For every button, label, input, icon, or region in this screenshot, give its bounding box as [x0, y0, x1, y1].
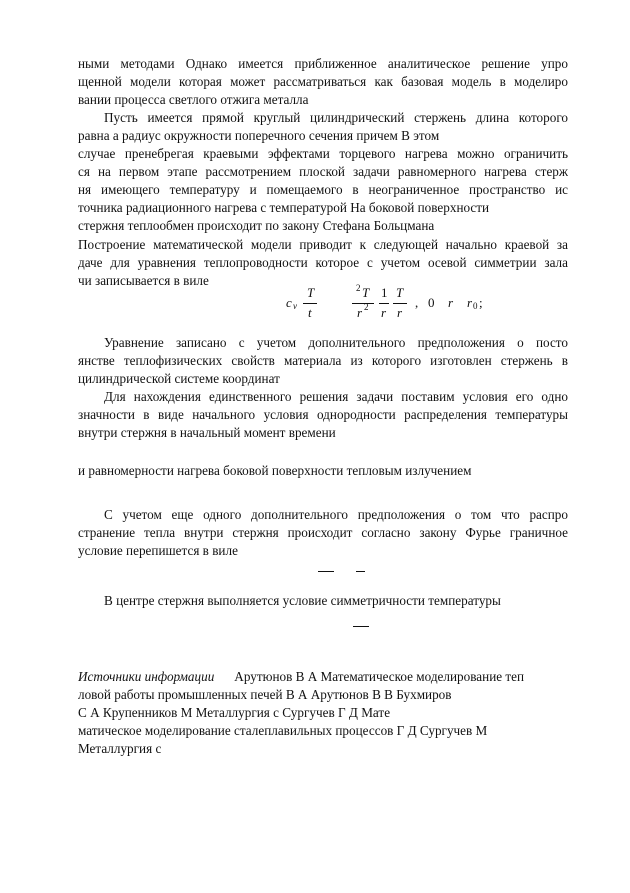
formula-r-b: r — [397, 305, 403, 320]
formula-cv-subscript: v — [293, 301, 297, 311]
formula-r0: r — [467, 295, 473, 310]
paragraph-7-line-3: условие перепишется в виле — [78, 543, 238, 558]
formula-T-numerator-2: T — [362, 285, 370, 300]
heat-equation-formula — [280, 285, 520, 325]
formula-fraction-bar-4 — [393, 303, 407, 304]
paragraph-3-line-3: чи записывается в виле — [78, 273, 209, 288]
paragraph-1-line-1: ными методами Однако имеется приближенное аналитическое решение упро — [78, 56, 568, 71]
paragraph-6: и равномерности нагрева боковой поверхности тепловым излучением — [78, 463, 472, 478]
sources-line-1-text: Арутюнов В А Математическое моделирование теп — [234, 669, 525, 684]
formula-cv: c — [286, 295, 292, 310]
formula-zero: 0 — [428, 295, 435, 310]
paragraph-5-line-2: значности в виде начального условия однородности распределения температуры — [78, 407, 568, 422]
paragraph-2-line-7: стержня теплообмен происходит по закону Стефана Больцмана — [78, 218, 435, 233]
formula-r-exponent: 2 — [364, 302, 369, 312]
paragraph-4-line-1: Уравнение записано с учетом дополнительного предположения о посто — [104, 335, 568, 350]
boundary-condition-fraction-bar — [318, 571, 334, 572]
sources-line-1 — [78, 668, 568, 686]
paragraph-4-line-3: цилиндрической системе координат — [78, 371, 280, 386]
formula-r0-subscript: 0 — [473, 301, 478, 311]
paragraph-8: В центре стержня выполняется условие симметричности температуры — [104, 593, 501, 608]
paragraph-3-line-2: даче для уравнения теплопроводности которое с учетом осевой симметрии зала — [78, 255, 568, 270]
boundary-condition-minus — [356, 571, 365, 572]
formula-semicolon: ; — [479, 295, 483, 310]
sources-line-2: ловой работы промышленных печей В А Арутюнов В В Бухмиров — [78, 687, 452, 702]
paragraph-1-line-2: щенной модели которая может рассматриваться как базовая модель в моделиро — [78, 74, 568, 89]
formula-fraction-bar-2 — [352, 303, 374, 304]
paragraph-2-line-4: ся на первом этапе рассмотрением плоской задачи равномерного нагрева стерж — [78, 164, 568, 179]
formula-fraction-bar-1 — [303, 303, 317, 304]
paragraph-2-line-2: равна а радиус окружности поперечного сечения причем В этом — [78, 128, 440, 143]
paragraph-2-line-6: точника радиационного нагрева с температурой На боковой поверхности — [78, 200, 490, 215]
paragraph-5-line-1: Для нахождения единственного решения задачи поставим условия его одно — [104, 389, 568, 404]
formula-one: 1 — [381, 285, 388, 300]
paragraph-4-line-2: янстве теплофизических свойств материала из которого изготовлен стержень в — [78, 353, 568, 368]
paragraph-2-line-1: Пусть имеется прямой круглый цилиндрический стержень длина которого — [104, 110, 568, 125]
paragraph-1-line-3: вании процесса светлого отжига металла — [78, 92, 309, 107]
formula-r-denominator: r — [357, 305, 363, 320]
paragraph-7-line-1: С учетом еще одного дополнительного предположения о том что распро — [104, 507, 568, 522]
sources-label: Источники информации — [78, 669, 215, 684]
formula-comma: , — [415, 295, 419, 310]
paragraph-2-line-5: ня имеющего температуру и помещаемого в неограниченное пространство ис — [78, 182, 568, 197]
formula-t-denominator: t — [308, 305, 312, 320]
sources-line-5: Металлургия с — [78, 741, 162, 756]
formula-T-numerator-3: T — [396, 285, 404, 300]
symmetry-condition-fraction-bar — [353, 626, 369, 627]
paragraph-7-line-2: странение тепла внутри стержня происходит согласно закону Фурье граничное — [78, 525, 568, 540]
paragraph-5-line-3: внутри стержня в начальный момент времени — [78, 425, 336, 440]
formula-T-numerator: T — [307, 285, 315, 300]
sources-line-4: матическое моделирование сталеплавильных процессов Г Д Сургучев М — [78, 723, 488, 738]
paragraph-2-line-3: случае пренебрегая краевыми эффектами торцевого нагрева можно ограничить — [78, 146, 568, 161]
formula-r-a: r — [381, 305, 387, 320]
sources-line-3: С А Крупенников М Металлургия с Сургучев Г Д Мате — [78, 705, 391, 720]
paragraph-3-line-1: Построение математической модели приводит к следующей начально краевой за — [78, 237, 568, 252]
formula-fraction-bar-3 — [379, 303, 389, 304]
formula-r-mid: r — [448, 295, 454, 310]
formula-exp-2: 2 — [356, 283, 361, 293]
